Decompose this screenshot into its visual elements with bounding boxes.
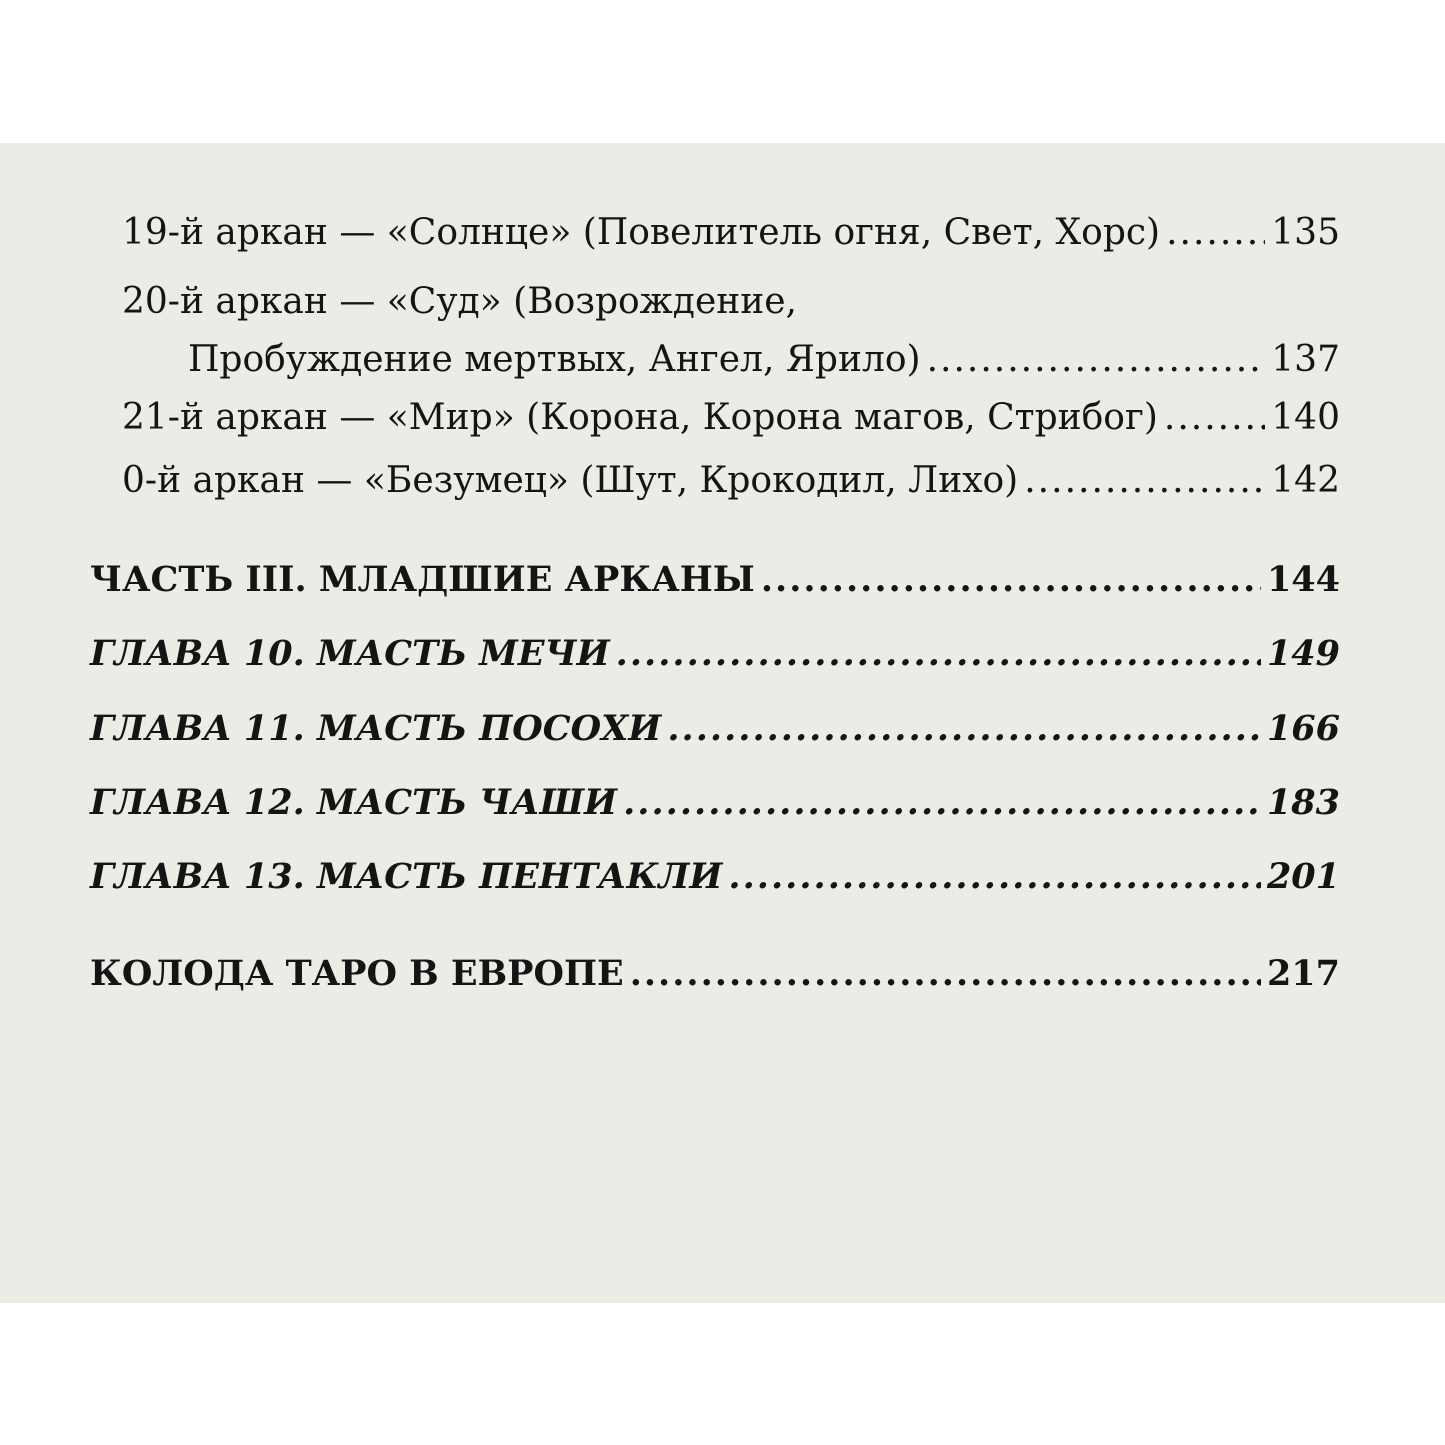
toc-entry-page: 201 bbox=[1266, 856, 1340, 897]
toc-entry-title: ЧАСТЬ III. МЛАДШИЕ АРКАНЫ bbox=[90, 559, 755, 600]
toc-entry-title: 19-й аркан — «Солнце» (Повелитель огня, Свет, Хорс) bbox=[122, 212, 1161, 253]
toc-entry-chapter-12 bbox=[90, 780, 1340, 826]
toc-entry-page: 217 bbox=[1266, 953, 1340, 994]
toc-entry-page: 135 bbox=[1271, 212, 1340, 253]
toc-entry-title: 20-й аркан — «Суд» (Возрождение, bbox=[122, 281, 797, 322]
toc-entry-arcana-20-line1 bbox=[122, 279, 797, 325]
dot-leader bbox=[616, 631, 1261, 677]
book-page bbox=[0, 143, 1445, 1303]
toc-entry-title: КОЛОДА ТАРО В ЕВРОПЕ bbox=[90, 953, 624, 994]
toc-entry-page: 183 bbox=[1266, 782, 1340, 823]
toc-entry-part-3 bbox=[90, 557, 1340, 603]
toc-entry-chapter-11 bbox=[90, 706, 1340, 752]
dot-leader bbox=[630, 951, 1261, 997]
toc-entry-page: 140 bbox=[1271, 397, 1340, 438]
toc-entry-arcana-20-line2 bbox=[188, 337, 1340, 383]
toc-entry-title: ГЛАВА 10. МАСТЬ МЕЧИ bbox=[90, 633, 610, 674]
toc-entry-page: 144 bbox=[1266, 559, 1340, 600]
toc-entry-page: 149 bbox=[1266, 633, 1340, 674]
toc-entry-chapter-13 bbox=[90, 854, 1340, 900]
dot-leader bbox=[761, 557, 1261, 603]
dot-leader bbox=[1164, 395, 1265, 441]
toc-entry-page: 142 bbox=[1271, 460, 1340, 501]
toc-entry-arcana-0 bbox=[122, 458, 1340, 504]
toc-entry-page: 137 bbox=[1271, 339, 1340, 380]
toc-entry-tarot-europe bbox=[90, 951, 1340, 997]
toc-entry-title: 0-й аркан — «Безумец» (Шут, Крокодил, Лихо) bbox=[122, 460, 1019, 501]
toc-entry-arcana-21 bbox=[122, 395, 1340, 441]
toc-entry-title: ГЛАВА 11. МАСТЬ ПОСОХИ bbox=[90, 708, 662, 749]
toc-entry-title: ГЛАВА 12. МАСТЬ ЧАШИ bbox=[90, 782, 618, 823]
dot-leader bbox=[1024, 458, 1265, 504]
dot-leader bbox=[667, 706, 1261, 752]
toc-entry-chapter-10 bbox=[90, 631, 1340, 677]
toc-entry-title: 21-й аркан — «Мир» (Корона, Корона магов, Стрибог) bbox=[122, 397, 1158, 438]
dot-leader bbox=[623, 780, 1261, 826]
toc-entry-page: 166 bbox=[1266, 708, 1340, 749]
toc-entry-title-continued: Пробуждение мертвых, Ангел, Ярило) bbox=[188, 339, 921, 380]
toc-entry-title: ГЛАВА 13. МАСТЬ ПЕНТАКЛИ bbox=[90, 856, 723, 897]
dot-leader bbox=[927, 337, 1266, 383]
dot-leader bbox=[1166, 210, 1265, 256]
dot-leader bbox=[728, 854, 1261, 900]
toc-entry-arcana-19 bbox=[122, 210, 1340, 256]
table-of-contents bbox=[0, 143, 1445, 1303]
